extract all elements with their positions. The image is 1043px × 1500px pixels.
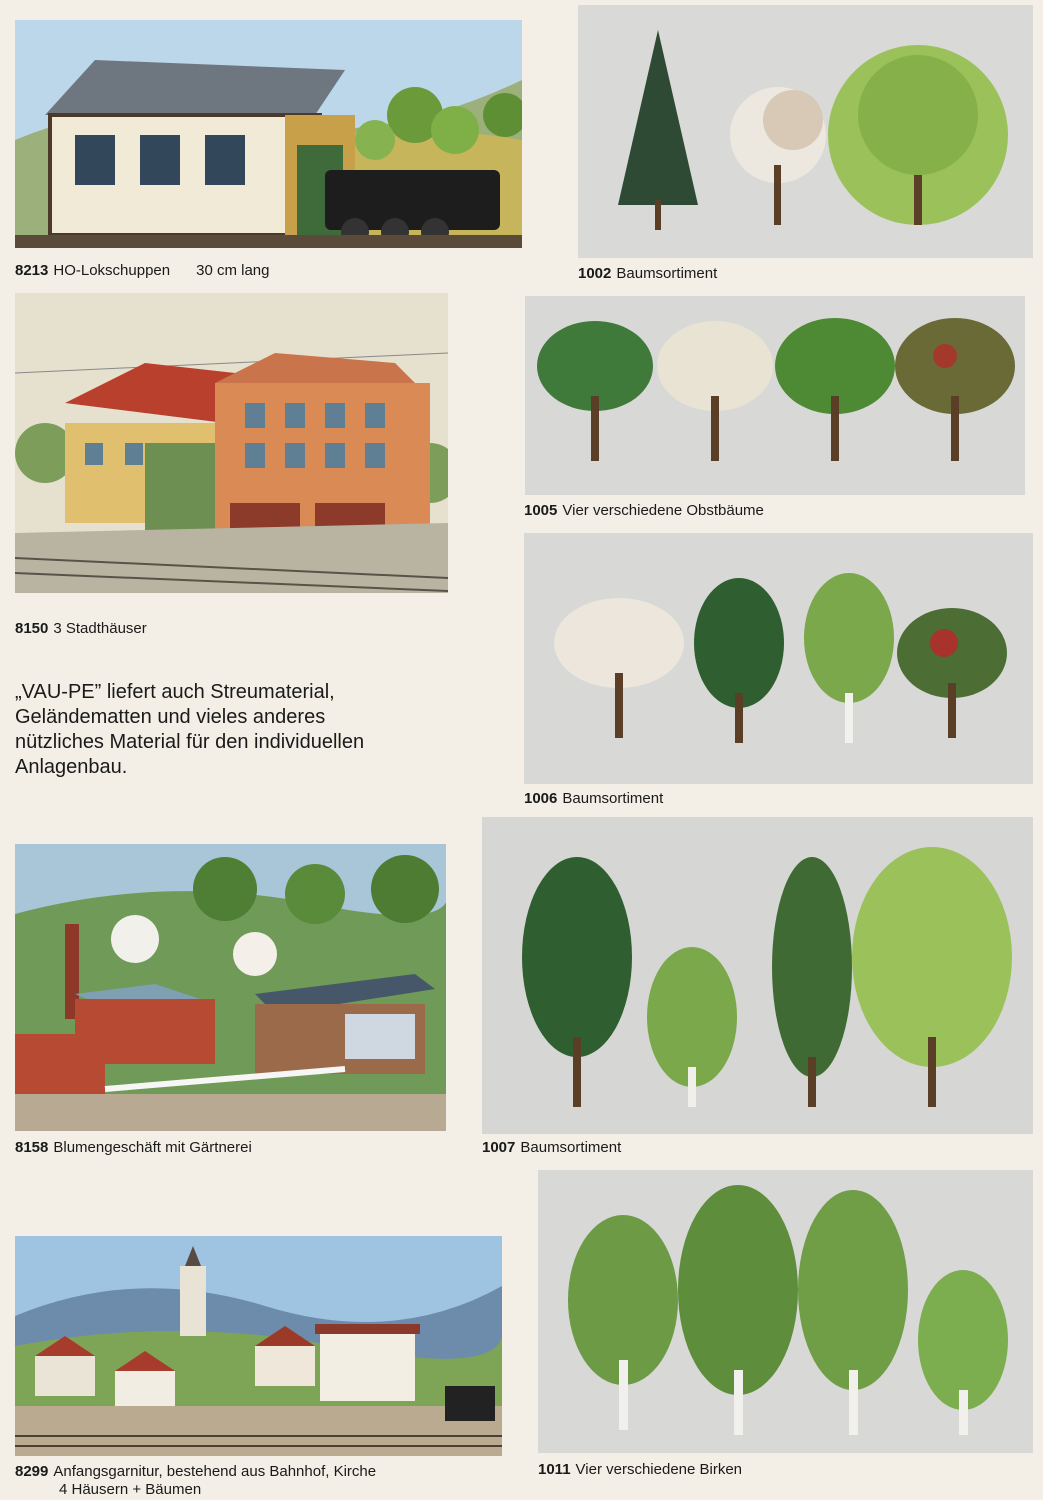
photo-1002-baumsortiment xyxy=(578,5,1033,258)
product-number: 1011 xyxy=(538,1461,571,1478)
promo-line: „VAU-PE” liefert auch Streumaterial, xyxy=(15,681,335,703)
caption-8150 xyxy=(15,620,147,638)
product-name: Blumengeschäft mit Gärtnerei xyxy=(53,1139,252,1156)
photo-1011-birken xyxy=(538,1170,1033,1453)
product-number: 1006 xyxy=(524,790,558,807)
photo-1005-obstbaeume xyxy=(525,296,1025,495)
photo-1006-baumsortiment xyxy=(524,533,1033,784)
caption-1005 xyxy=(524,502,764,520)
photo-8150-stadthaeuser xyxy=(15,293,448,593)
product-number: 8150 xyxy=(15,620,49,637)
product-name: Baumsortiment xyxy=(520,1139,622,1156)
product-name: Vier verschiedene Obstbäume xyxy=(562,502,764,519)
product-name-line2: 4 Häusern + Bäumen xyxy=(59,1481,202,1498)
caption-8158 xyxy=(15,1139,252,1157)
product-name: 3 Stadthäuser xyxy=(53,620,147,637)
promo-text xyxy=(15,680,435,780)
caption-8299 xyxy=(15,1463,376,1499)
photo-1007-baumsortiment xyxy=(482,817,1033,1134)
caption-1002 xyxy=(578,265,717,283)
product-number: 1007 xyxy=(482,1139,516,1156)
promo-line: Anlagenbau. xyxy=(15,756,128,778)
photo-8158-blumengeschaeft xyxy=(15,844,446,1131)
caption-1007 xyxy=(482,1139,621,1157)
photo-8213-lokschuppen xyxy=(15,20,522,248)
caption-1006 xyxy=(524,790,663,808)
product-number: 1002 xyxy=(578,265,612,282)
product-name: Baumsortiment xyxy=(616,265,718,282)
product-name: Anfangsgarnitur, bestehend aus Bahnhof, Kirche xyxy=(53,1463,377,1480)
product-name: HO-Lokschuppen xyxy=(53,262,171,279)
promo-line: Geländematten und vieles anderes xyxy=(15,706,326,728)
product-number: 8299 xyxy=(15,1463,49,1480)
product-name: Vier verschiedene Birken xyxy=(575,1461,743,1478)
caption-1011 xyxy=(538,1461,742,1479)
product-number: 1005 xyxy=(524,502,558,519)
product-name: Baumsortiment xyxy=(562,790,664,807)
product-length: 30 cm lang xyxy=(196,262,270,279)
promo-line: nützliches Material für den individuellen xyxy=(15,731,365,753)
product-number: 8213 xyxy=(15,262,49,279)
product-number: 8158 xyxy=(15,1139,49,1156)
photo-8299-anfangsgarnitur xyxy=(15,1236,502,1456)
caption-8213 xyxy=(15,262,269,280)
